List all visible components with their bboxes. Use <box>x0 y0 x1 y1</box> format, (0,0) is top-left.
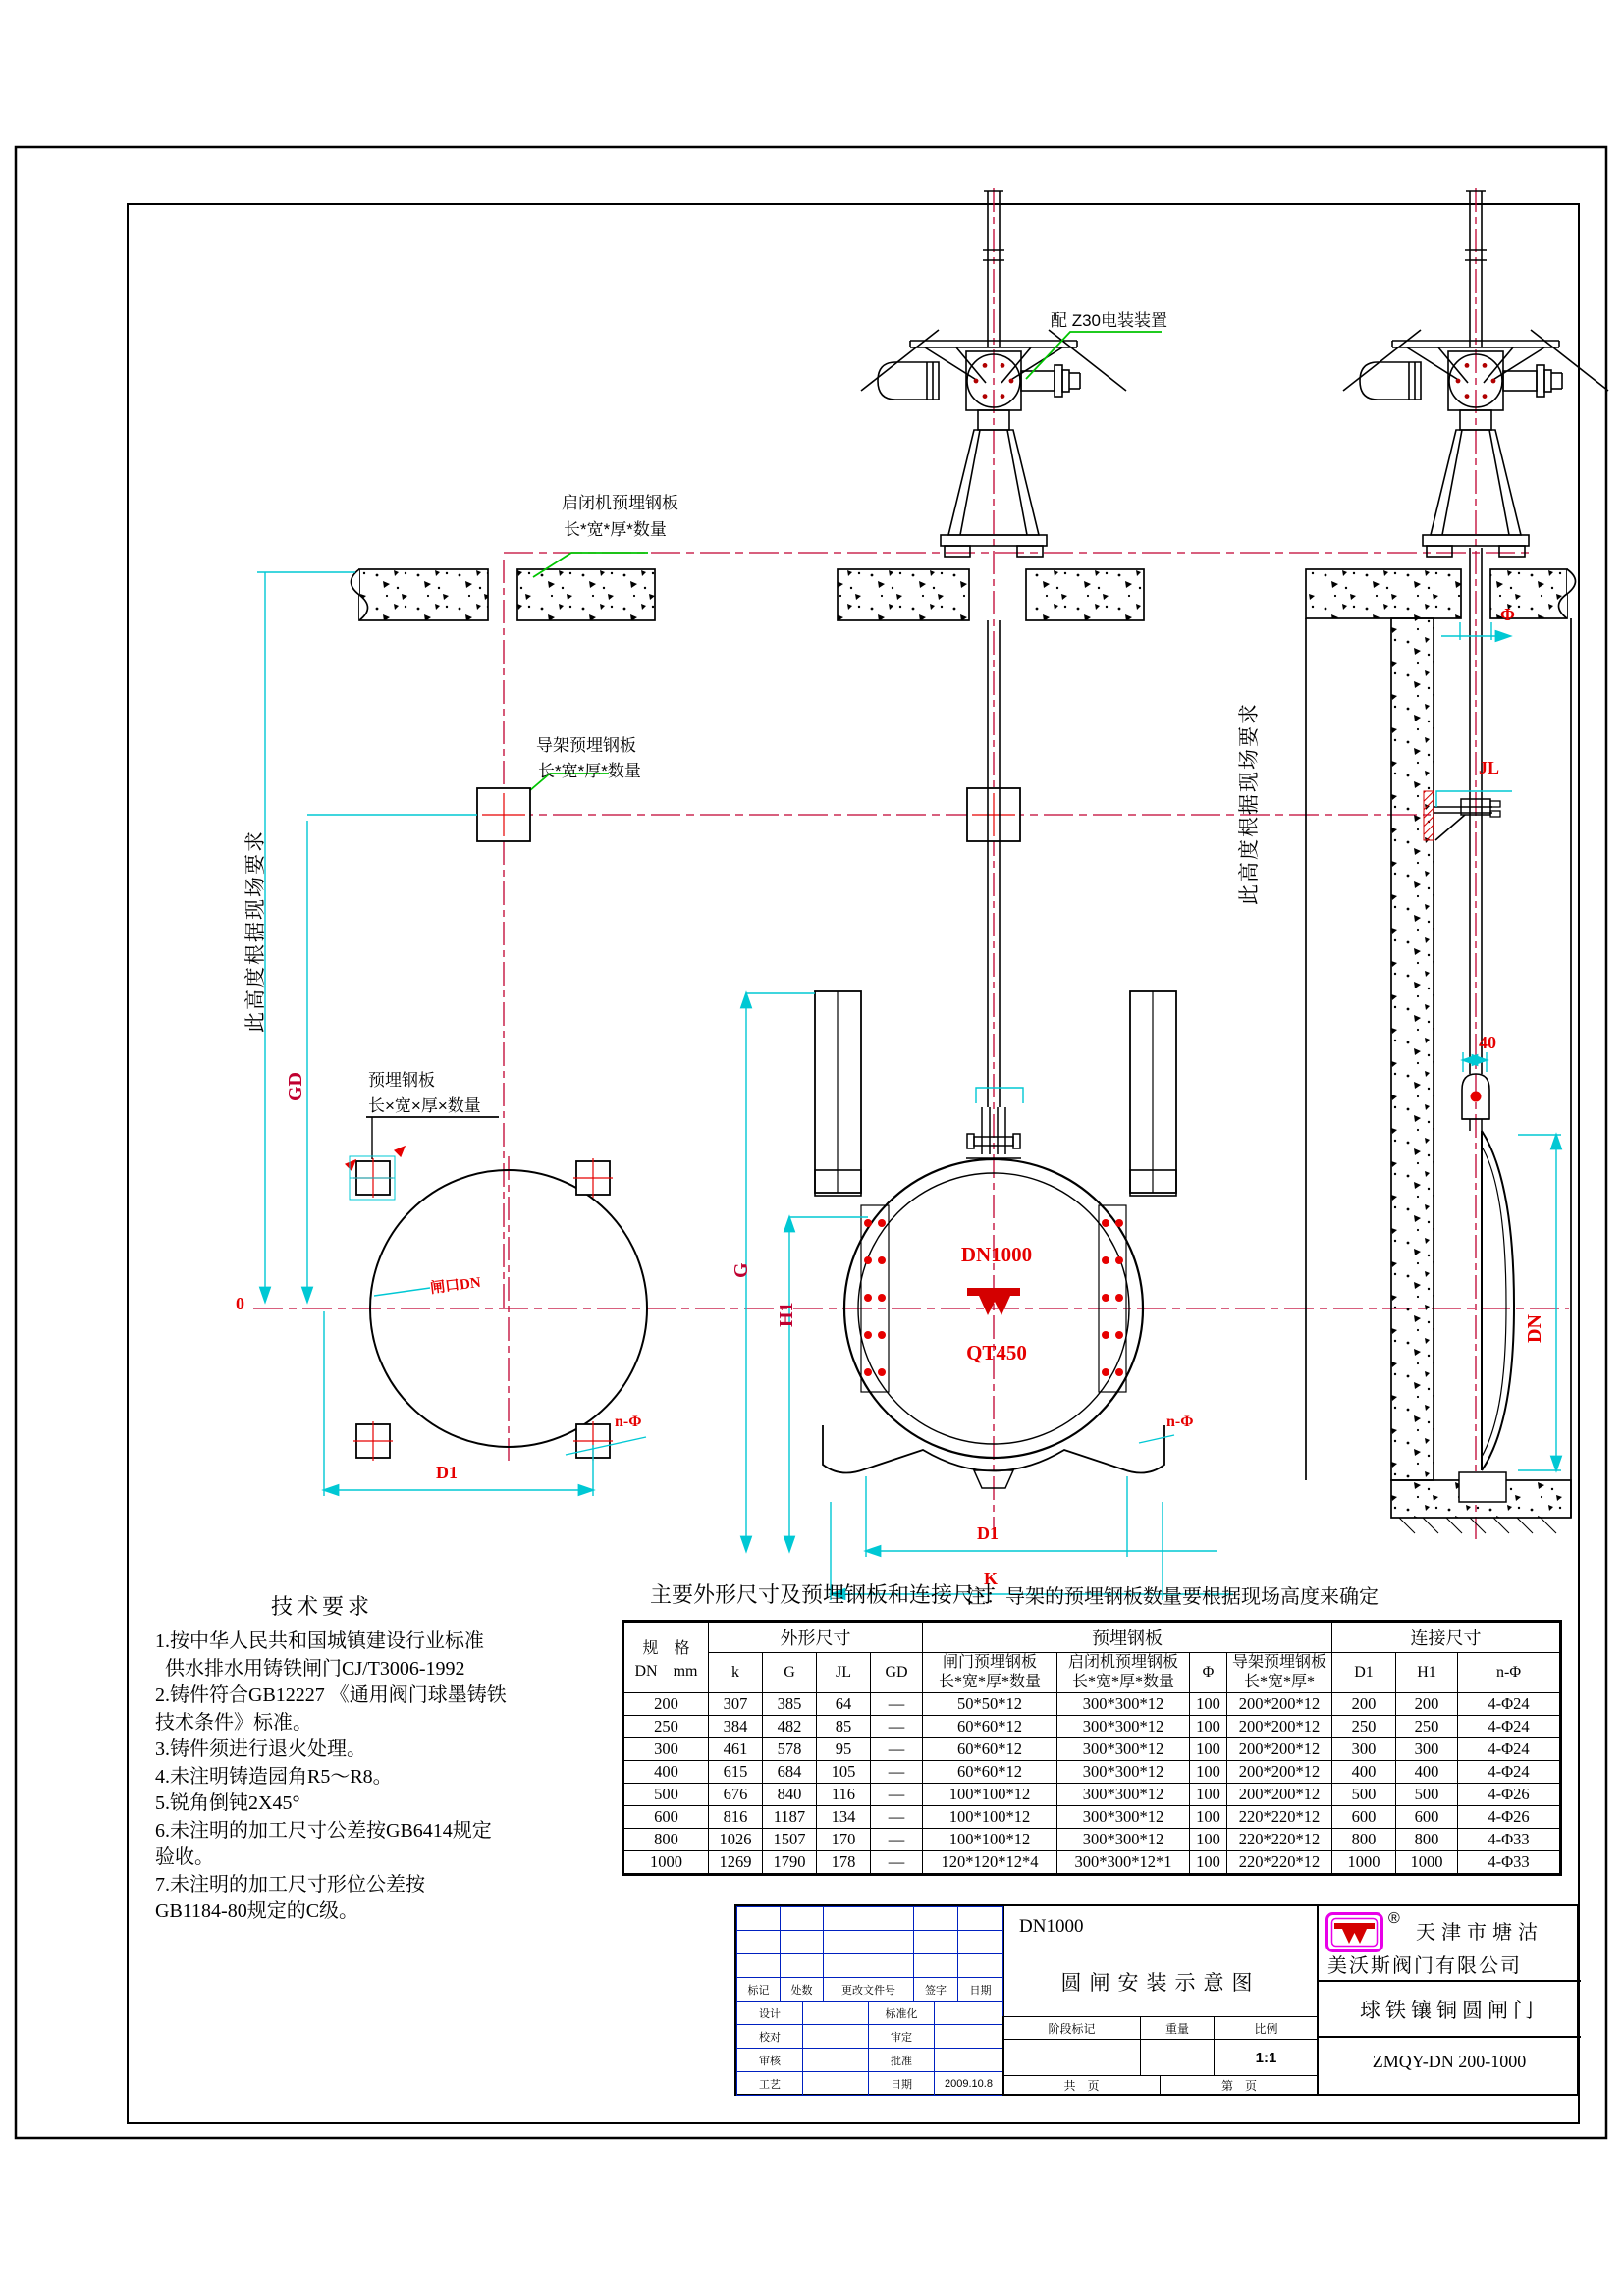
hoist-plate-label-line2: 长*宽*厚*数量 <box>564 520 667 539</box>
signature-grid-cell: 日期 <box>869 2072 935 2096</box>
tech-requirements-title: 技术要求 <box>271 1594 374 1619</box>
table-row: 600 816 1187 134 — 100*100*12 300*300*12 100 220*220*12 600 600 4-Φ26 <box>623 1806 1561 1829</box>
valve-material-label: QT450 <box>966 1341 1027 1364</box>
gate-dn-label: 闸口DN <box>429 1274 482 1298</box>
guide-plate-label-line2: 长*宽*厚*数量 <box>538 762 641 780</box>
centerlines <box>253 188 1569 1539</box>
pages-total-cell: 共 页 <box>1002 2075 1161 2096</box>
signature-grid-cell: 标准化 <box>869 2002 935 2025</box>
group-outline-dims: 外形尺寸 <box>709 1622 923 1653</box>
registered-mark: ® <box>1388 1910 1400 1927</box>
height-note-right: 此高度根据现场要求 <box>1238 702 1261 905</box>
table-row: 800 1026 1507 170 — 100*100*12 300*300*12 100 220*220*12 800 800 4-Φ33 <box>623 1829 1561 1851</box>
revision-grid-label: 更改文件号 <box>824 1978 914 2002</box>
col-phi: Φ <box>1190 1653 1227 1693</box>
product-name: 球铁镶铜圆闸门 <box>1360 2000 1539 2022</box>
tech-requirement-line: 4.未注明铸造园角R5～R8。 <box>155 1765 393 1788</box>
scale-value-cell: 1:1 <box>1214 2039 1319 2076</box>
plan-view <box>356 1117 647 1458</box>
signature-grid-cell <box>803 2072 869 2096</box>
table-row: 500 676 840 116 — 100*100*12 300*300*12 100 200*200*12 500 500 4-Φ26 <box>623 1784 1561 1806</box>
dim-g: G <box>730 1262 752 1278</box>
signature-grid-cell: 审核 <box>737 2049 803 2072</box>
revision-grid-label: 日期 <box>958 1978 1003 2002</box>
dim-nphi-front: n-Φ <box>1166 1414 1194 1430</box>
pages-no-cell: 第 页 <box>1160 2075 1319 2096</box>
dim-forty: 40 <box>1479 1033 1496 1052</box>
table-title: 主要外形尺寸及预埋钢板和连接尺寸 <box>650 1582 997 1607</box>
col-h1: H1 <box>1396 1653 1458 1693</box>
leader-lines <box>522 332 1162 797</box>
tech-requirement-line: 3.铸件须进行退火处理。 <box>155 1738 366 1760</box>
title-block-divider <box>1318 2036 1581 2038</box>
tech-requirement-line: 5.锐角倒钝2X45° <box>155 1792 300 1814</box>
dim-nphi-plan: n-Φ <box>615 1414 642 1430</box>
ground-hatching <box>1399 1518 1556 1533</box>
guide-plate-label-line1: 导架预埋钢板 <box>536 736 636 755</box>
hoist-plate-label-line1: 启闭机预埋钢板 <box>562 494 678 512</box>
tech-requirement-line: 供水排水用铸铁闸门CJ/T3006-1992 <box>155 1657 465 1680</box>
brand-logo-front <box>967 1288 1020 1315</box>
col-hoist-plate: 启闭机预埋钢板 长*宽*厚*数量 <box>1057 1653 1190 1693</box>
dim-h1: H1 <box>776 1302 797 1327</box>
title-drawing-name: 圆闸安装示意图 <box>1060 1972 1261 1995</box>
signature-grid-cell: 设计 <box>737 2002 803 2025</box>
dimension-table-body <box>623 1693 1561 1875</box>
dimension-lines <box>257 572 1561 1600</box>
dim-gd: GD <box>285 1072 306 1101</box>
company-logo <box>1325 1912 1384 1953</box>
tech-requirement-line: 7.未注明的加工尺寸形位公差按 <box>155 1873 425 1896</box>
table-row: 200 307 385 64 — 50*50*12 300*300*12 100 200*200*12 200 200 4-Φ24 <box>623 1693 1561 1716</box>
title-block <box>734 1904 1579 2096</box>
dim-phi: Φ <box>1500 605 1515 624</box>
signature-grid-cell: 批准 <box>869 2049 935 2072</box>
signature-grid-cell: 2009.10.8 <box>935 2072 1003 2096</box>
col-jl: JL <box>817 1653 871 1693</box>
signature-grid-cell: 工艺 <box>737 2072 803 2096</box>
revision-grid <box>736 1906 1003 2002</box>
stage-value-cell <box>1002 2039 1141 2076</box>
title-block-divider <box>1318 1980 1581 1982</box>
weight-label-cell: 重量 <box>1140 2016 1215 2040</box>
table-note: 注：导架的预埋钢板数量要根据现场高度来确定 <box>966 1586 1379 1608</box>
table-row: 300 461 578 95 — 60*60*12 300*300*12 100 200*200*12 300 300 4-Φ24 <box>623 1738 1561 1761</box>
tech-requirement-line: 技术条件》标准。 <box>155 1711 312 1734</box>
table-row: 250 384 482 85 — 60*60*12 300*300*12 100 200*200*12 250 250 4-Φ24 <box>623 1716 1561 1738</box>
col-k: k <box>709 1653 763 1693</box>
company-name: 美沃斯阀门有限公司 <box>1327 1955 1522 1977</box>
table-row: 400 615 684 105 — 60*60*12 300*300*12 100 200*200*12 400 400 4-Φ24 <box>623 1761 1561 1784</box>
tech-requirement-line: 验收。 <box>155 1846 214 1868</box>
dim-jl: JL <box>1479 758 1500 777</box>
technical-requirements <box>155 1590 507 1926</box>
stage-label-cell: 阶段标记 <box>1002 2016 1141 2040</box>
col-gd: GD <box>871 1653 923 1693</box>
group-embedded-plates: 预埋钢板 <box>923 1622 1332 1653</box>
dim-k: K <box>984 1569 999 1588</box>
col-d1: D1 <box>1332 1653 1396 1693</box>
weight-value-cell <box>1140 2039 1215 2076</box>
table-row: 1000 1269 1790 178 — 120*120*12*4 300*300*12*1 100 220*220*12 1000 1000 4-Φ33 <box>623 1851 1561 1875</box>
revision-grid-label: 处数 <box>781 1978 824 2002</box>
col-guide-plate: 导架预埋钢板 长*宽*厚* <box>1227 1653 1332 1693</box>
embed-plate-label-line2: 长×宽×厚×数量 <box>368 1096 481 1115</box>
tech-requirement-line: 2.铸件符合GB12227 《通用阀门球墨铸铁 <box>155 1684 507 1706</box>
actuator-note: 配 Z30电装装置 <box>1051 311 1168 330</box>
col-g: G <box>763 1653 817 1693</box>
group-connection-dims: 连接尺寸 <box>1332 1622 1561 1653</box>
tech-requirement-line: 6.未注明的加工尺寸公差按GB6414规定 <box>155 1819 492 1842</box>
signature-grid-cell: 校对 <box>737 2025 803 2049</box>
drawing-code: ZMQY-DN 200-1000 <box>1372 2052 1527 2071</box>
dim-zero: 0 <box>236 1294 244 1313</box>
bracket-red-wedge <box>1424 791 1434 840</box>
title-model: DN1000 <box>1019 1916 1084 1937</box>
col-gate-plate: 闸门预埋钢板 长*宽*厚*数量 <box>923 1653 1057 1693</box>
col-nphi: n-Φ <box>1458 1653 1561 1693</box>
signature-grid-cell <box>935 2049 1003 2072</box>
stem-nut-dot <box>1471 1092 1482 1102</box>
signature-grid-cell <box>803 2002 869 2025</box>
valve-dn-label: DN1000 <box>960 1243 1033 1266</box>
tech-requirement-line: GB1184-80规定的C级。 <box>155 1900 359 1922</box>
signature-grid-cell <box>935 2025 1003 2049</box>
signature-grid-cell: 审定 <box>869 2025 935 2049</box>
dim-dn: DN <box>1524 1314 1545 1343</box>
embed-plate-label-line1: 预埋钢板 <box>368 1071 435 1090</box>
tech-requirements-list <box>155 1629 507 1926</box>
scale-label-cell: 比例 <box>1214 2016 1319 2040</box>
signature-grid-cell <box>935 2002 1003 2025</box>
revision-grid-label: 签字 <box>914 1978 958 2002</box>
signature-grid-cell <box>803 2049 869 2072</box>
side-view <box>1306 548 1571 1518</box>
dimension-table <box>622 1620 1562 1876</box>
signature-grid-cell <box>803 2025 869 2049</box>
revision-grid-label: 标记 <box>737 1978 781 2002</box>
company-city: 天津市塘沽 <box>1416 1922 1543 1944</box>
tech-requirement-line: 1.按中华人民共和国城镇建设行业标准 <box>155 1630 484 1652</box>
signature-grid <box>736 2001 1003 2096</box>
height-note-left: 此高度根据现场要求 <box>244 829 267 1033</box>
dim-d1-front: D1 <box>977 1523 999 1543</box>
dim-d1-plan: D1 <box>436 1463 458 1482</box>
col-spec: 规 格 DN mm <box>623 1622 709 1693</box>
